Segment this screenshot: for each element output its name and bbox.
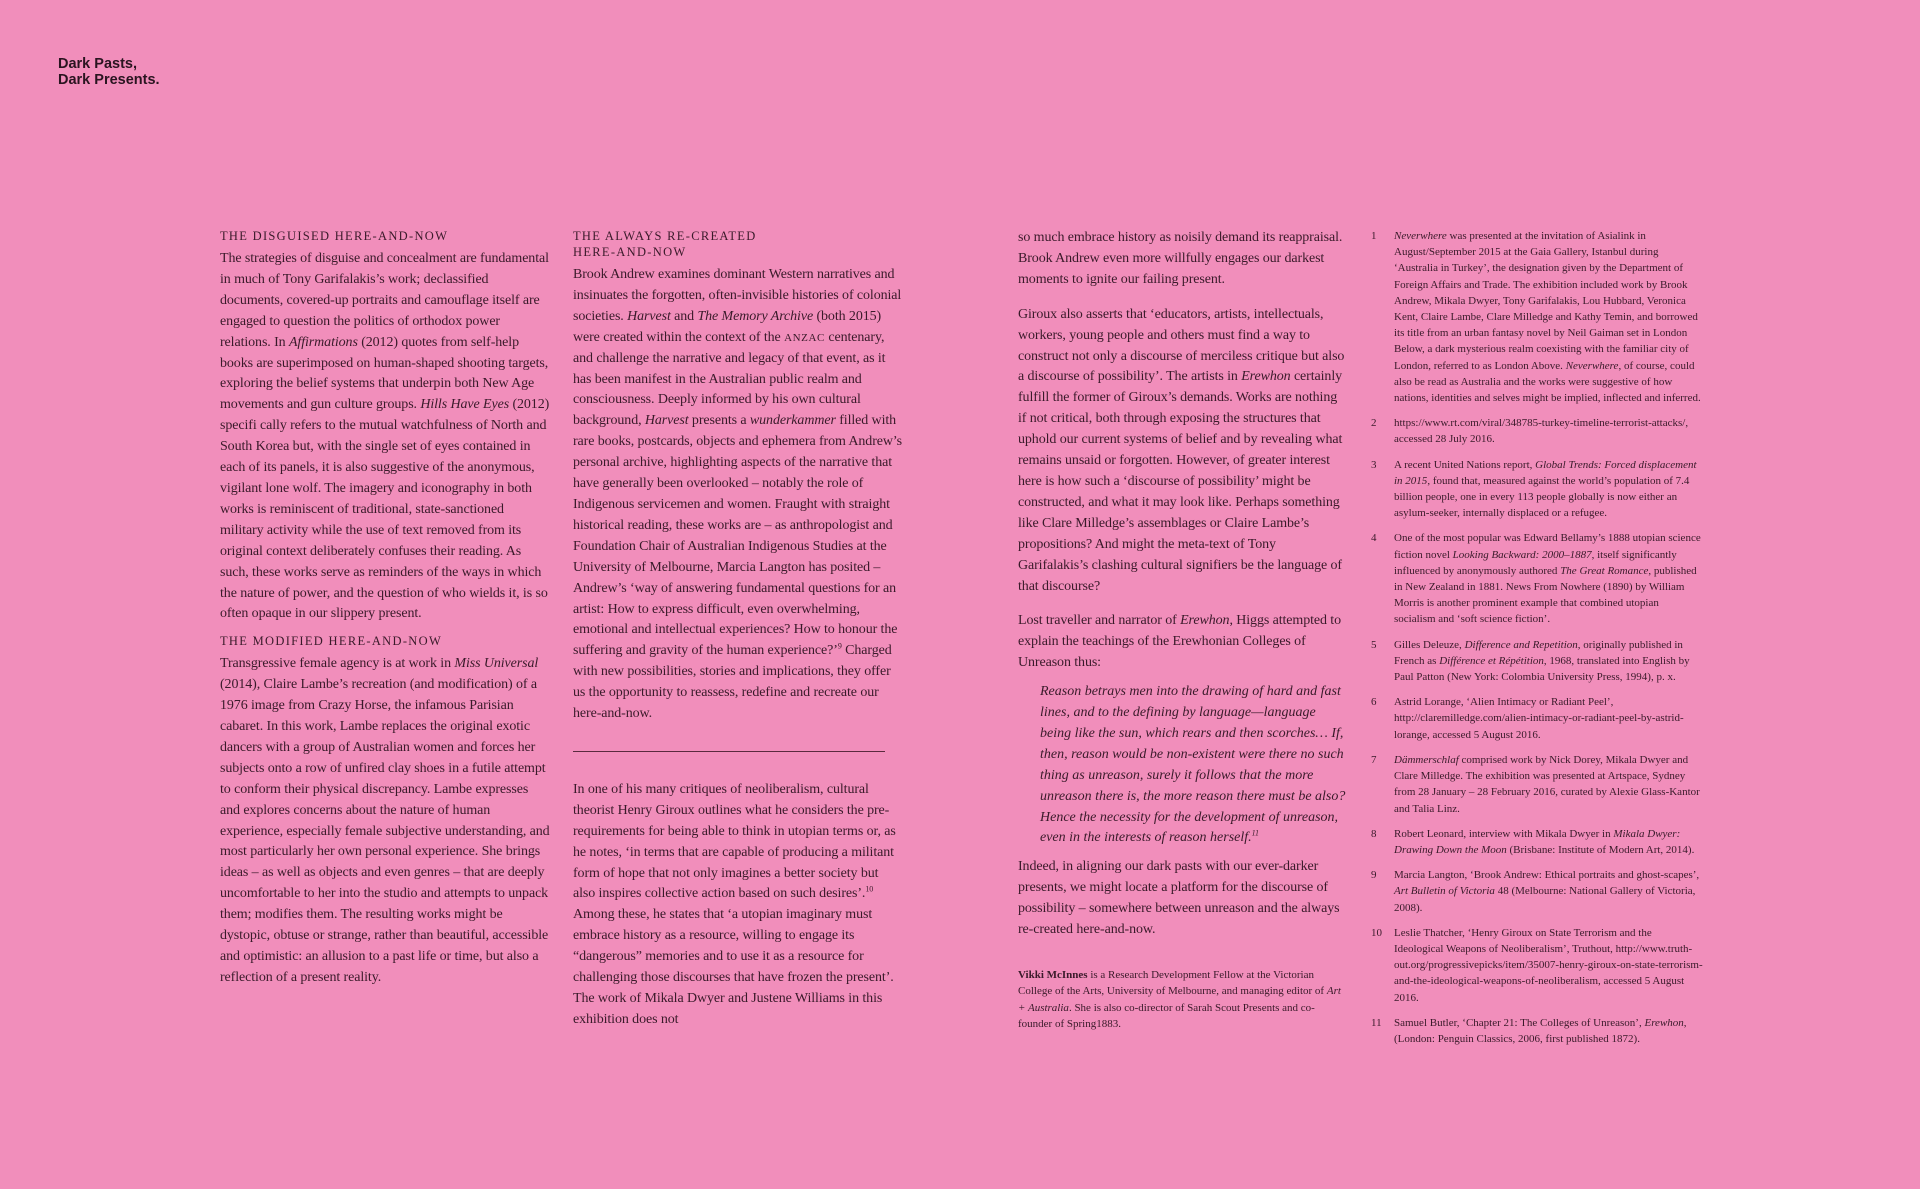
section-heading-disguised: THE DISGUISED HERE-AND-NOW — [220, 229, 449, 243]
footnote-number: 7 — [1371, 753, 1377, 766]
text: Giroux also asserts that ‘educators, artists, intellectuals, workers, young people and others must find a way to construct not only a discourse of merciless critique but also a discourse of possibility’. The artists in — [1018, 306, 1345, 385]
footnote-text — [1394, 752, 1703, 817]
cited-title: Mikala Dwyer: Drawing Down the Moon — [1394, 827, 1681, 856]
author-bio — [1018, 967, 1348, 1032]
text: Transgressive female agency is at work in — [220, 656, 455, 672]
paragraph-continued: so much embrace history as noisily demand its reappraisal. Brook Andrew even more willfully engages our darkest moments to ignite our failing present. — [1018, 230, 1343, 287]
text: Robert Leonard, interview with Mikala Dwyer in — [1394, 827, 1614, 840]
exhibition-title: Erewhon — [1241, 369, 1291, 385]
text: Astrid Lorange, ‘Alien Intimacy or Radiant Peel’, http://claremilledge.com/alien-intimacy-or-radiant-peel-by-astrid-lorange, accessed 5 August 2016. — [1394, 696, 1684, 741]
cited-title: Neverwhere — [1565, 359, 1619, 372]
text: (2014), Claire Lambe’s recreation (and modification) of a 1976 image from Crazy Horse, the infamous Parisian cabaret. In this work, Lambe replaces the original exotic dancers with a group of Australian women and forces her subjects onto a row of unfired clay shoes in a futile attempt to conform their physical discrepancy. Lambe expresses and explores concerns about the nature of human experience, especially female subjective understanding, and most particularly her own personal experience. She brings ideas – as well as objects and even genres – that are deeply uncomfortable to her into the studio and attempts to unpack them; modifies them. The resulting works might be dystopic, obtuse or strange, rather than beautiful, accessible and optimistic: an allusion to a past life or time, but also a reflection of a present reality. — [220, 677, 550, 985]
footnote-ref: 9 — [837, 641, 842, 651]
section-divider — [573, 751, 885, 752]
text: A recent United Nations report, — [1394, 458, 1536, 471]
masthead-line-1: Dark Pasts, — [58, 56, 137, 72]
paragraph-modified — [220, 654, 550, 989]
text: centenary, and challenge the narrative and legacy of that event, as it has been manifest in the Australian public realm and consciousness. Deeply informed by his own cultural background, — [573, 329, 886, 429]
section-heading-recreated — [573, 228, 903, 260]
text: Lost traveller and narrator of — [1018, 613, 1181, 629]
column-2 — [573, 228, 903, 1031]
artwork-title: The Memory Archive — [697, 308, 814, 324]
footnote — [1371, 694, 1703, 743]
text: Among these, he states that ‘a utopian imaginary must embrace history as a resource, willing to engage its “dangerous” memories and to use it as a resource for challenging those discourses that have frozen the present’. The work of Mikala Dwyer and Justene Williams in this exhibition does not — [573, 907, 894, 1027]
heading-line: THE ALWAYS RE-CREATED — [573, 229, 757, 243]
footnote-number: 9 — [1371, 869, 1377, 882]
footnote-text — [1394, 826, 1703, 858]
footnote-text — [1394, 1015, 1703, 1047]
footnote-text — [1394, 925, 1703, 1006]
footnote — [1371, 530, 1703, 627]
footnote — [1371, 826, 1703, 858]
footnote-ref: 10 — [865, 884, 874, 894]
text: One of the most popular was Edward Bellamy’s 1888 utopian science fiction novel — [1394, 532, 1701, 561]
text: , originally published in French as — [1394, 638, 1683, 667]
author-name: Vikki McInnes — [1018, 969, 1088, 981]
masthead — [58, 56, 160, 88]
text: Brook Andrew examines dominant Western narratives and insinuates the forgotten, often-invisible histories of colonial societies. — [573, 267, 902, 324]
text: , Higgs attempted to explain the teachings of the Erewhonian Colleges of Unreason thus: — [1018, 613, 1341, 671]
footnote — [1371, 637, 1703, 686]
masthead-line-2: Dark Presents. — [58, 72, 160, 88]
text: Marcia Langton, ‘Brook Andrew: Ethical portraits and ghost-scapes’, — [1394, 869, 1700, 882]
text: (Brisbane: Institute of Modern Art, 2014). — [1506, 843, 1695, 856]
footnote — [1371, 415, 1703, 447]
footnote-number: 4 — [1371, 532, 1377, 545]
footnote — [1371, 752, 1703, 817]
footnote-number: 3 — [1371, 458, 1377, 471]
cited-title: Looking Backward: 2000–1887 — [1452, 548, 1592, 561]
footnote-text — [1394, 637, 1703, 686]
footnote-number: 8 — [1371, 827, 1377, 840]
artwork-title: Affirmations — [288, 334, 358, 350]
footnote-number: 5 — [1371, 638, 1377, 651]
artwork-title: Harvest — [644, 413, 689, 429]
text: , of course, could also be read as Australia and the works were suggestive of how nations, identities and selves might be implied, inflected and inferred. — [1394, 359, 1701, 405]
block-quote — [1040, 682, 1348, 849]
column-3 — [1018, 228, 1348, 1032]
cited-title: The Great Romance — [1560, 564, 1649, 577]
text: (both 2015) were created within the context of the — [573, 308, 882, 345]
text: (2012) quotes from self-help books are superimposed on human-shaped shooting targets, exploring the belief systems that underpin both New Age movements and gun culture groups. — [220, 334, 549, 413]
text: and — [670, 308, 698, 324]
text: (2012) specifi cally refers to the mutual watchfulness of North and South Korea but, with the single set of eyes contained in each of its panels, it is also suggestive of the anonymous, vigilant lone wolf. The imagery and iconography in both works is reminiscent of traditional, state-sanctioned military activity while the use of text removed from its original context deliberately confuses their reading. As such, these works serve as reminders of the ways in which the nature of power, and the question of who wields it, is so often opaque in our slippery present. — [220, 397, 550, 622]
text: , published in New Zealand in 1881. News From Nowhere (1890) by William Morris is another prominent example that combined utopian socialism and ‘soft science fiction’. — [1394, 564, 1697, 626]
text: Gilles Deleuze, — [1394, 638, 1465, 651]
cited-title: Dämmerschlaf — [1394, 753, 1459, 766]
cited-title: Neverwhere — [1394, 230, 1447, 242]
paragraph-disguised — [220, 249, 550, 625]
book-title: Erewhon — [1180, 613, 1230, 629]
text: In one of his many critiques of neoliberalism, cultural theorist Henry Giroux outlines what he considers the pre-requirements for being able to think in utopian terms or, as he notes, ‘in terms that are capable of producing a militant form of hope that not only imagines a better society but also inspires collective action based on such desires’. — [573, 781, 896, 902]
text: , 1968, translated into English by Paul Patton (New York: Colombia University Press, 1994), p. x. — [1394, 654, 1690, 684]
footnote-text — [1394, 415, 1703, 447]
text: is a Research Development Fellow at the Victorian College of the Arts, University of Melbourne, and managing editor of — [1018, 969, 1327, 998]
text: filled with rare books, postcards, objects and ephemera from Andrew’s personal archive, highlighting aspects of the narrative that have generally been overlooked – notably the role of Indigenous servicemen and women. Fraught with straight historical reading, these works are – as anthropologist and Foundation Chair of Australian Indigenous Studies at the University of Melbourne, Marcia Langton has posited – Andrew’s ‘way of answering fundamental questions for an artist: How to express difficult, even overwhelming, emotional and intellectual experiences? How to honour the suffering and gravity of the human experience?’ — [573, 413, 903, 659]
text: Leslie Thatcher, ‘Henry Giroux on State Terrorism and the Ideological Weapons of Neoliberalism’, Truthout, http://www.truth-out.org/progressivepicks/item/35007-henry-giroux-on-state-terrorism-and-the-ideological-weapons-of-neoliberalism, accessed 5 August 2016. — [1394, 926, 1703, 1004]
text: https://www.rt.com/viral/348785-turkey-timeline-terrorist-attacks/, accessed 28 July 2016. — [1394, 417, 1689, 446]
footnote — [1371, 228, 1703, 406]
text: The strategies of disguise and concealment are fundamental in much of Tony Garifalakis’s work; declassified documents, covered-up portraits and camouflage itself are engaged to question the politics of orthodox power relations. In — [220, 251, 549, 350]
cited-title: Différence et Répétition — [1439, 654, 1544, 667]
text: certainly fulfill the former of Giroux’s demands. Works are nothing if not critical, both through exposing the structures that uphold our current systems of belief and by revealing what remains unsaid or forgotten. However, of greater interest here is how such a ‘discourse of possibility’ might be constructed, and what it may look like. Perhaps something like Clare Milledge’s assemblages or Claire Lambe’s propositions? And might the meta-text of Tony Garifalakis’s clashing cultural signifiers be the language of that discourse? — [1018, 369, 1343, 594]
paragraph-conclusion: Indeed, in aligning our dark pasts with our ever-darker presents, we might locate a platform for the discourse of possibility – somewhere between unreason and the always re-created here-and-now. — [1018, 859, 1340, 938]
artwork-title: Harvest — [627, 308, 671, 324]
text: . She is also co-director of Sarah Scout Presents and co-founder of Spring1883. — [1018, 1001, 1315, 1030]
footnote-text — [1394, 694, 1703, 743]
quote-text: Reason betrays men into the drawing of hard and fast lines, and to the defining by language—language being like the sun, which rears and then scorches… If, then, reason would be non-existent were there no such thing as unreason, surely it follows that the more unreason there is, the more reason there must be also? Hence the necessity for the development of unreason, even in the interests of reason herself. — [1040, 684, 1346, 846]
text: 48 (Melbourne: National Gallery of Victoria, 2008). — [1394, 885, 1696, 914]
footnote-number: 1 — [1371, 230, 1377, 242]
artwork-title: Miss Universal — [454, 656, 539, 672]
footnote — [1371, 925, 1703, 1006]
text: was presented at the invitation of Asialink in August/September 2015 at the Gaia Gallery, Istanbul during ‘Australia in Turkey’, the designation given by the Department of Foreign Affairs and Trade. The exhibition included work by Brook Andrew, Mikala Dwyer, Tony Garifalakis, Lou Hubbard, Veronica Kent, Claire Lambe, Clare Milledge and Kathy Temin, and borrowed its title from an urban fantasy novel by Neil Gaiman set in London Below, a dark mysterious realm coexisting with the familiar city of London, referred to as London Above. — [1394, 230, 1698, 372]
column-1 — [220, 228, 550, 989]
emphasis: wunderkammer — [749, 413, 836, 429]
footnote-number: 10 — [1371, 926, 1382, 939]
cited-title: Difference and Repetition — [1464, 638, 1578, 651]
paragraph-giroux — [573, 780, 903, 1031]
text: presents a — [688, 413, 750, 429]
text: comprised work by Nick Dorey, Mikala Dwyer and Clare Milledge. The exhibition was presented at Artspace, Sydney from 28 January – 28 February 2016, curated by Alexie Glass-Kantor and Talia Linz. — [1394, 753, 1700, 815]
footnote — [1371, 1015, 1703, 1047]
cited-title: Global Trends: Forced displacement in 2015 — [1394, 458, 1697, 487]
paragraph-recreated — [573, 265, 903, 725]
footnote-ref: 11 — [1251, 828, 1260, 838]
footnote-number: 11 — [1371, 1016, 1382, 1029]
footnote-text — [1394, 867, 1703, 916]
cited-title: Erewhon — [1644, 1016, 1684, 1029]
text: , itself significantly influenced by anonymously authored — [1394, 548, 1677, 577]
cited-title: Art Bulletin of Victoria — [1394, 885, 1495, 898]
text: Charged with new possibilities, stories and implications, they offer us the opportunity to reassess, redefine and recreate our here-and-now. — [573, 643, 892, 722]
footnotes — [1371, 228, 1703, 1056]
publication-title: Art + Australia — [1018, 985, 1341, 1014]
text: , found that, measured against the world’s population of 7.4 billion people, one in every 113 people globally is now either an asylum-seeker, internally displaced or a refugee. — [1394, 474, 1690, 520]
footnote-text — [1394, 530, 1703, 627]
footnote-number: 6 — [1371, 696, 1377, 709]
text: ANZAC — [784, 331, 825, 344]
artwork-title: Hills Have Eyes — [420, 397, 510, 413]
text: , (London: Penguin Classics, 2006, first published 1872). — [1394, 1016, 1687, 1045]
heading-line: HERE-AND-NOW — [573, 245, 687, 259]
footnote-text — [1394, 457, 1703, 522]
paragraph-erewhon — [1018, 611, 1348, 674]
paragraph-possibility — [1018, 305, 1348, 598]
footnote-text — [1394, 228, 1703, 406]
footnote-number: 2 — [1371, 417, 1377, 430]
footnote — [1371, 867, 1703, 916]
section-heading-modified: THE MODIFIED HERE-AND-NOW — [220, 634, 443, 649]
text: Samuel Butler, ‘Chapter 21: The Colleges of Unreason’, — [1394, 1016, 1645, 1029]
footnote — [1371, 457, 1703, 522]
